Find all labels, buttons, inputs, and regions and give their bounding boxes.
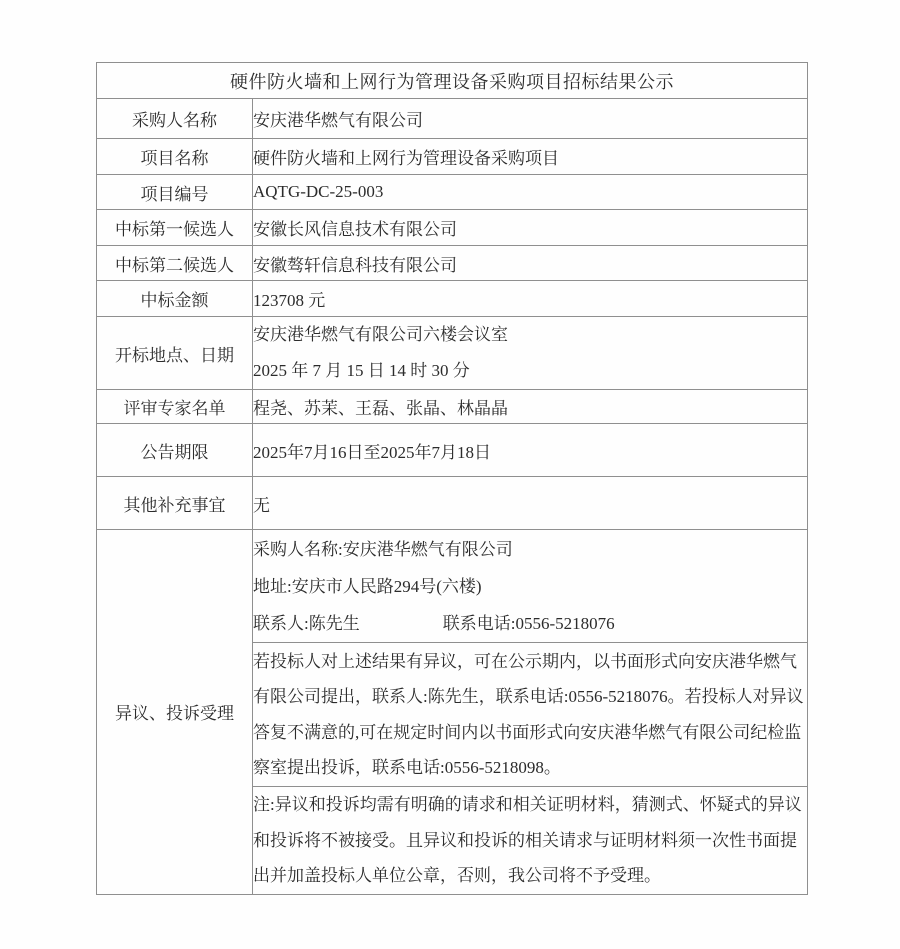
expert-list-label: 评审专家名单 bbox=[97, 390, 253, 424]
table-row bbox=[97, 210, 808, 246]
purchaser-name-label: 采购人名称 bbox=[97, 99, 253, 139]
opening-location-date-label: 开标地点、日期 bbox=[97, 317, 253, 390]
opening-location-line: 安庆港华燃气有限公司六楼会议室 bbox=[253, 325, 508, 344]
other-matters-label: 其他补充事宜 bbox=[97, 477, 253, 530]
objection-note-text: 注:异议和投诉均需有明确的请求和相关证明材料，猜测式、怀疑式的异议和投诉将不被接受。且异议和投诉的相关请求与证明材料须一次性书面提出并加盖投标人单位公章，否则，我公司将不予受理。 bbox=[253, 787, 808, 895]
table-row bbox=[97, 477, 808, 530]
opening-location-date-value bbox=[253, 317, 808, 390]
first-candidate-value: 安徽长风信息技术有限公司 bbox=[253, 210, 808, 246]
objection-contact-cell bbox=[253, 530, 808, 643]
objection-handling-label: 异议、投诉受理 bbox=[97, 530, 253, 895]
bid-result-table bbox=[96, 62, 808, 895]
announcement-period-label: 公告期限 bbox=[97, 424, 253, 477]
objection-contact-phone: 联系电话:0556-5218076 bbox=[442, 613, 615, 633]
purchaser-name-value: 安庆港华燃气有限公司 bbox=[253, 99, 808, 139]
project-name-label: 项目名称 bbox=[97, 139, 253, 175]
table-row bbox=[97, 530, 808, 643]
objection-contact-address: 地址:安庆市人民路294号(六楼) bbox=[253, 576, 482, 596]
announcement-period-value: 2025年7月16日至2025年7月18日 bbox=[253, 424, 808, 477]
objection-contact-purchaser: 采购人名称:安庆港华燃气有限公司 bbox=[253, 539, 513, 559]
table-row bbox=[97, 317, 808, 390]
table-row bbox=[97, 390, 808, 424]
bid-amount-label: 中标金额 bbox=[97, 281, 253, 317]
table-row bbox=[97, 63, 808, 99]
second-candidate-value: 安徽骜轩信息科技有限公司 bbox=[253, 246, 808, 281]
table-title: 硬件防火墙和上网行为管理设备采购项目招标结果公示 bbox=[97, 63, 808, 99]
table-row bbox=[97, 246, 808, 281]
other-matters-value: 无 bbox=[253, 477, 808, 530]
table-row bbox=[97, 139, 808, 175]
opening-date-line: 2025 年 7 月 15 日 14 时 30 分 bbox=[253, 361, 470, 380]
objection-contact-person: 联系人:陈先生 bbox=[253, 613, 360, 633]
second-candidate-label: 中标第二候选人 bbox=[97, 246, 253, 281]
objection-procedure-text: 若投标人对上述结果有异议，可在公示期内，以书面形式向安庆港华燃气有限公司提出，联系人:陈先生，联系电话:0556-5218076。若投标人对异议答复不满意的,可在规定时间内以书面形式向安庆港华燃气有限公司纪检监察室提出投诉，联系电话:0556-5218098。 bbox=[253, 643, 808, 787]
bid-amount-value: 123708 元 bbox=[253, 281, 808, 317]
objection-contact-person-phone bbox=[253, 605, 807, 642]
first-candidate-label: 中标第一候选人 bbox=[97, 210, 253, 246]
table-row bbox=[97, 175, 808, 210]
project-name-value: 硬件防火墙和上网行为管理设备采购项目 bbox=[253, 139, 808, 175]
table-row bbox=[97, 281, 808, 317]
expert-list-value: 程尧、苏茉、王磊、张晶、林晶晶 bbox=[253, 390, 808, 424]
project-number-label: 项目编号 bbox=[97, 175, 253, 210]
table-row bbox=[97, 424, 808, 477]
project-number-value: AQTG-DC-25-003 bbox=[253, 175, 808, 210]
table-row bbox=[97, 99, 808, 139]
